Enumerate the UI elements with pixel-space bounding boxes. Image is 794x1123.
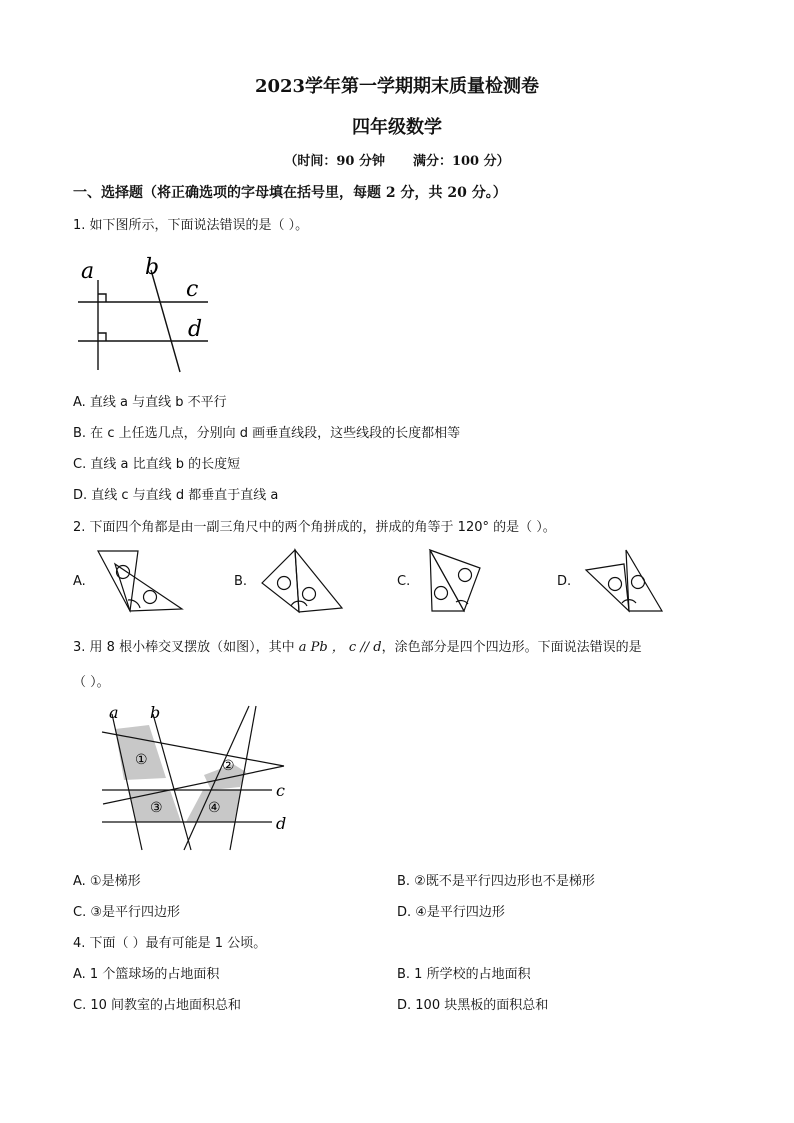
q2-option-a-label[interactable]: A. (73, 574, 86, 589)
q1-label-c: c (186, 277, 199, 302)
q2-option-d-label[interactable]: D. (557, 574, 572, 589)
q3-figure (98, 700, 298, 856)
q3-stem-b: ，涂色部分是四个四边形。下面说法错误的是 (381, 640, 642, 655)
section-heading: 一、选择题（将正确选项的字母填在括号里，每题 2 分，共 20 分。） (73, 185, 507, 201)
q1-option-b[interactable]: B. 在 c 上任选几点，分别向 d 画垂直线段，这些线段的长度都相等 (73, 426, 461, 441)
q1-figure (72, 252, 222, 376)
q3-label-1: ① (135, 752, 148, 768)
q2-option-b-figure (258, 546, 348, 616)
q3-stem-a: 3. 用 8 根小棒交叉摆放（如图），其中 (73, 640, 299, 655)
q1-option-c[interactable]: C. 直线 a 比直线 b 的长度短 (73, 457, 241, 472)
q1-label-a: a (81, 259, 95, 284)
q3-option-c[interactable]: C. ③是平行四边形 (73, 905, 180, 920)
q3-stem-continued: （ ）。 (73, 675, 110, 690)
q1-option-a[interactable]: A. 直线 a 与直线 b 不平行 (73, 395, 227, 410)
q2-option-c-figure (426, 546, 486, 616)
q4-option-d[interactable]: D. 100 块黑板的面积总和 (397, 998, 549, 1013)
q3-label-2: ② (222, 758, 235, 774)
exam-meta (0, 150, 794, 169)
q4-option-b[interactable]: B. 1 所学校的占地面积 (397, 967, 531, 982)
exam-time: （时间：90 分钟 (284, 154, 385, 169)
q1-label-b: b (145, 255, 160, 280)
q4-option-a[interactable]: A. 1 个篮球场的占地面积 (73, 967, 220, 982)
q1-label-d: d (188, 317, 203, 342)
q2-option-b-label[interactable]: B. (234, 574, 248, 589)
q3-label-b: b (150, 703, 161, 722)
page-subtitle: 四年级数学 (352, 117, 442, 138)
q3-option-a[interactable]: A. ①是梯形 (73, 874, 141, 889)
q2-option-a-figure (94, 546, 186, 616)
q1-stem: 1. 如下图所示，下面说法错误的是（ ）。 (73, 218, 309, 233)
q2-stem: 2. 下面四个角都是由一副三角尺中的两个角拼成的，拼成的角等于 120° 的是（ ）。 (73, 520, 556, 535)
q3-label-4: ④ (208, 800, 221, 816)
q3-option-d[interactable]: D. ④是平行四边形 (397, 905, 505, 920)
q3-label-3: ③ (150, 800, 163, 816)
page-title: 2023学年第一学期期末质量检测卷 (254, 76, 540, 97)
q3-option-b[interactable]: B. ②既不是平行四边形也不是梯形 (397, 874, 595, 889)
q2-option-d-figure (582, 546, 668, 616)
q3-label-a: a (109, 703, 119, 722)
q4-option-c[interactable]: C. 10 间教室的占地面积总和 (73, 998, 242, 1013)
q2-option-c-label[interactable]: C. (397, 574, 411, 589)
q3-label-d: d (276, 814, 287, 833)
q3-stem-math: a Pb ， c // d (298, 640, 382, 655)
q3-label-c: c (276, 781, 285, 800)
q1-option-d[interactable]: D. 直线 c 与直线 d 都垂直于直线 a (73, 488, 279, 503)
q4-stem: 4. 下面（ ）最有可能是 1 公顷。 (73, 936, 267, 951)
exam-score: 满分：100 分） (412, 154, 510, 169)
q3-stem (73, 636, 642, 655)
